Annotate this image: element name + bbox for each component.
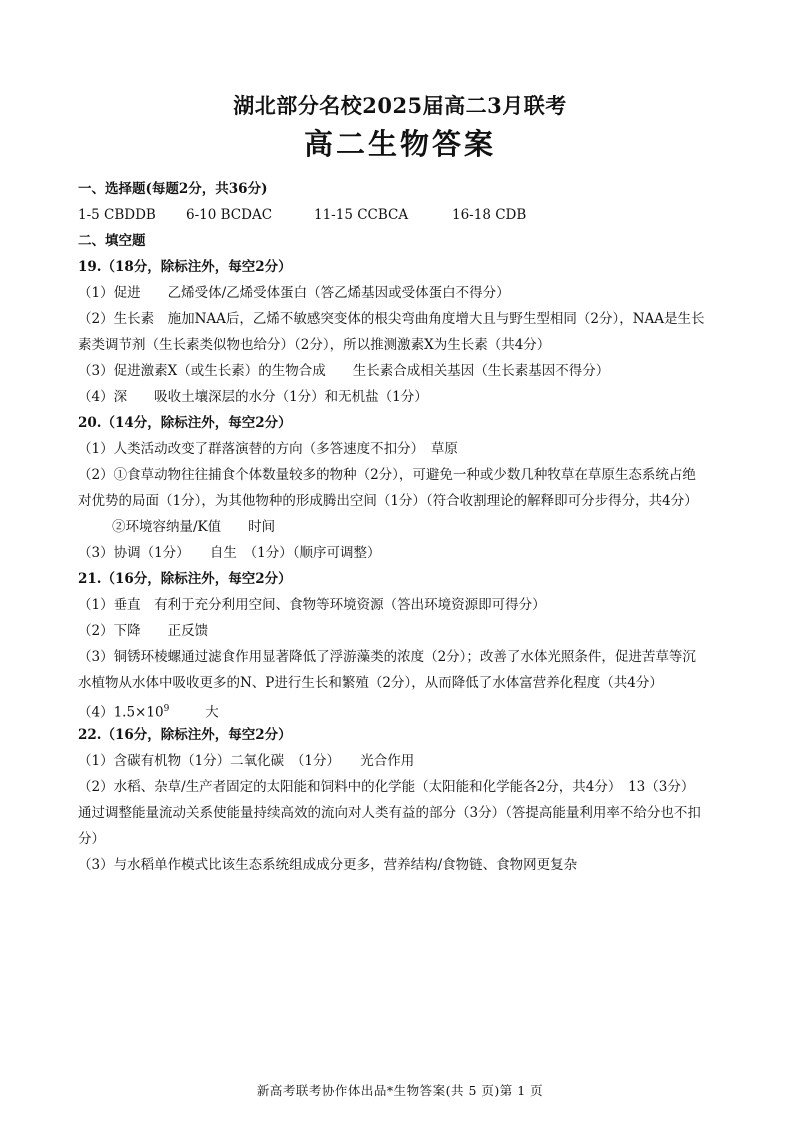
q20-part2-line3: ②环境容纳量/K值 时间 [112,519,276,535]
q20-heading: 20.（14分，除标注外，每空2分） [78,415,292,431]
answer-group-3: 11-15 CCBCA [314,207,409,223]
answer-content [78,176,728,878]
answer-group-4: 16-18 CDB [452,207,527,223]
q19-heading: 19.（18分，除标注外，每空2分） [78,259,292,275]
q21-part4-value: （4）1.5×10 [78,704,164,721]
section1-heading: 一、选择题(每题2分，共36分) [78,181,268,197]
q20-part1: （1）人类活动改变了群落演替的方向（多答速度不扣分） 草原 [78,441,458,457]
q19-part2-line2: 素类调节剂（生长素类似物也给分）（2分），所以推测激素X为生长素（共4分） [78,337,551,353]
q19-part3: （3）促进激素X（或生长素）的生物合成 生长素合成相关基因（生长素基因不得分） [78,363,610,379]
q20-part2-line1: （2）①食草动物往往捕食个体数量较多的物种（2分），可避免一种或少数几种牧草在草原生态系统占绝 [78,467,696,483]
q22-heading: 22.（16分，除标注外，每空2分） [78,727,292,743]
q22-part2-line1: （2）水稻、杂草/生产者固定的太阳能和饲料中的化学能（太阳能和化学能各2分，共4分） 13（3分） [78,779,695,795]
q21-part1: （1）垂直 有利于充分利用空间、食物等环境资源（答出环境资源即可得分） [78,597,546,613]
q21-part2: （2）下降 正反馈 [78,623,209,639]
q20-part3: （3）协调（1分） 自生 （1分）（顺序可调整） [78,545,381,561]
q21-part4-exponent: 9 [163,704,170,714]
q19-part1: （1）促进 乙烯受体/乙烯受体蛋白（答乙烯基因或受体蛋白不得分） [78,285,510,301]
q21-heading: 21.（16分，除标注外，每空2分） [78,571,292,587]
q21-part4-answer: 大 [205,704,219,721]
q20-part2-line2: 对优势的局面（1分），为其他物种的形成腾出空间（1分）（符合收割理论的解释即可分步得分，共4分） [78,493,698,509]
q21-part3-line1: （3）铜锈环棱螺通过滤食作用显著降低了浮游藻类的浓度（2分）；改善了水体光照条件，促进苦草等沉 [78,649,696,665]
q22-part3: （3）与水稻单作模式比该生态系统组成成分更多，营养结构/食物链、食物网更复杂 [78,857,578,873]
section2-heading: 二、填空题 [78,233,146,249]
q19-part4: （4）深 吸收土壤深层的水分（1分）和无机盐（1分） [78,389,428,405]
page-footer: 新高考联考协作体出品*生物答案(共 5 页)第 1 页 [256,1083,544,1098]
answer-title: 高二生物答案 [303,127,496,161]
q22-part1: （1）含碳有机物（1分）二氧化碳 （1分） 光合作用 [78,753,415,769]
answer-group-1: 1-5 CBDDB [78,207,156,223]
q22-part2-line2: 通过调整能量流动关系使能量持续高效的流向对人类有益的部分（3分）（答提高能量利用率不给分也不扣 [78,805,701,821]
choice-answers [78,202,728,228]
q21-part3-line2: 水植物从水体中吸收更多的N、P进行生长和繁殖（2分），从而降低了水体富营养化程度（共4分） [78,675,663,691]
q22-part2-line3: 分） [78,831,105,847]
answer-group-2: 6-10 BCDAC [186,207,273,223]
q19-part2-line1: （2）生长素 施加NAA后，乙烯不敏感突变体的根尖弯曲角度增大且与野生型相同（2分），NAA是生长 [78,311,705,327]
q21-part4 [78,696,728,722]
exam-title: 湖北部分名校2025届高二3月联考 [233,93,567,118]
